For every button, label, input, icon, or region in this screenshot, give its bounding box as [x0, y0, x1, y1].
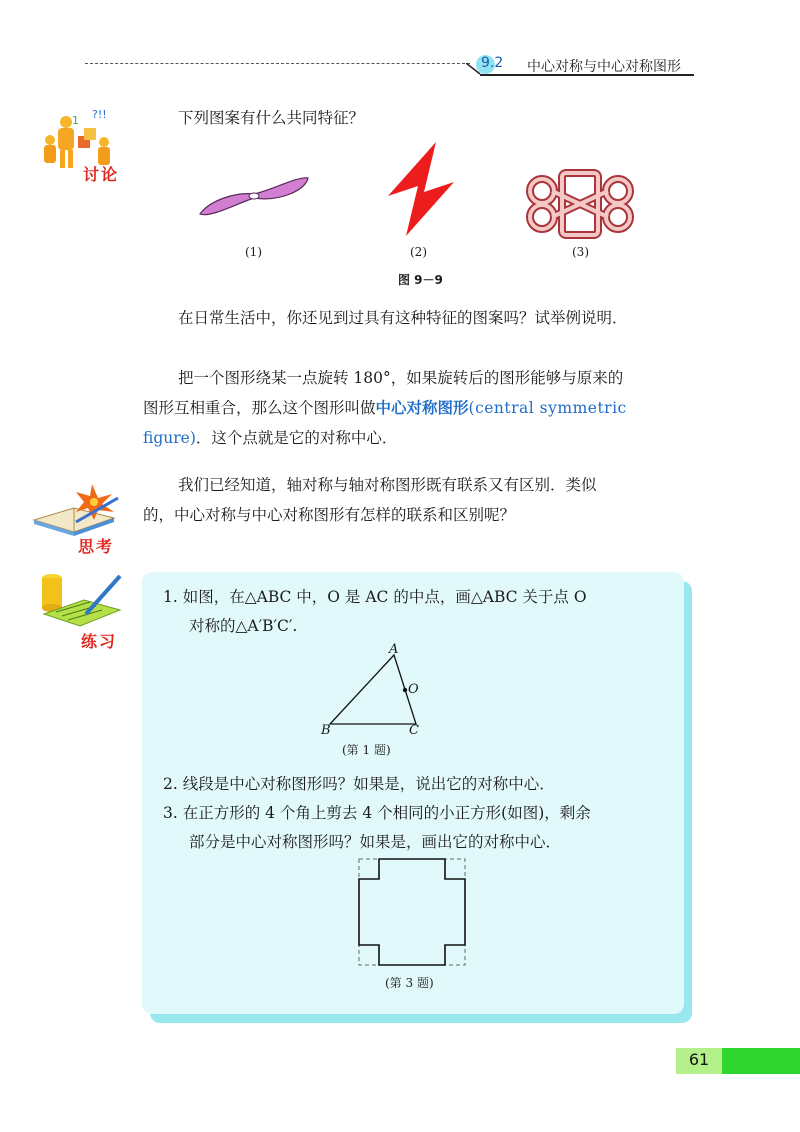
header-dashed-rule [85, 63, 470, 64]
definition-term-en-2: figure) [143, 429, 196, 447]
practice-icon [36, 570, 124, 632]
definition-conclusion: ．这个点就是它的对称中心． [195, 429, 398, 447]
vertex-a-label: A [389, 642, 399, 657]
exercise-1-caption: (第 1 题) [342, 743, 391, 757]
practice-label: 练习 [81, 632, 118, 651]
definition-term: 中心对称图形 [375, 399, 469, 417]
chinese-knot-figure [522, 165, 638, 243]
figure-label-2: (2) [410, 245, 427, 259]
think-label: 思考 [78, 537, 115, 556]
figure-label-3: (3) [572, 245, 589, 259]
definition-text: 图形互相重合，那么这个图形叫做 [143, 399, 376, 417]
definition-term-en: (central symmetric [468, 399, 627, 417]
figure-label-1: (1) [245, 245, 262, 259]
think-icon [30, 482, 122, 540]
section-number: 9.2 [481, 55, 504, 71]
exercise-3-line-1: 3. 在正方形的 4 个角上剪去 4 个相同的小正方形(如图)，剩余 [163, 804, 591, 822]
think-line-2: 的，中心对称与中心对称图形有怎样的联系和区别呢？ [143, 506, 516, 524]
definition-line-2 [143, 393, 627, 423]
think-line-1: 我们已经知道，轴对称与轴对称图形既有联系又有区别．类似 [178, 476, 597, 494]
vertex-b-label: B [321, 723, 331, 738]
exercise-3-line-2: 部分是中心对称图形吗？如果是，画出它的对称中心． [189, 833, 562, 851]
discussion-question: 下列图案有什么共同特征？ [178, 109, 365, 127]
exercise-1-line-2: 对称的△A′B′C′. [189, 617, 298, 635]
cut-square-figure [356, 856, 468, 968]
definition-line-3 [143, 423, 397, 453]
midpoint-o-label: O [408, 682, 419, 697]
page-number-bar [722, 1048, 800, 1074]
lightning-figure [384, 140, 460, 238]
section-title: 中心对称与中心对称图形 [527, 59, 681, 75]
exercise-3-caption: (第 3 题) [385, 976, 434, 990]
svg-text:1: 1 [72, 114, 79, 127]
exercise-2: 2. 线段是中心对称图形吗？如果是，说出它的对称中心． [163, 775, 555, 793]
page-number: 61 [688, 1050, 710, 1069]
vertex-c-label: C [409, 723, 419, 738]
discussion-follow-up: 在日常生活中，你还见到过具有这种特征的图案吗？试举例说明． [178, 309, 628, 327]
discuss-label: 讨论 [83, 165, 120, 184]
exercise-1-line-1: 1. 如图，在△ABC 中，O 是 AC 的中点，画△ABC 关于点 O [163, 588, 587, 606]
svg-text:?!!: ?!! [92, 108, 107, 121]
figure-caption: 图 9－9 [398, 273, 443, 287]
propeller-figure [196, 170, 312, 222]
definition-line-1: 把一个图形绕某一点旋转 180°，如果旋转后的图形能够与原来的 [178, 369, 624, 387]
